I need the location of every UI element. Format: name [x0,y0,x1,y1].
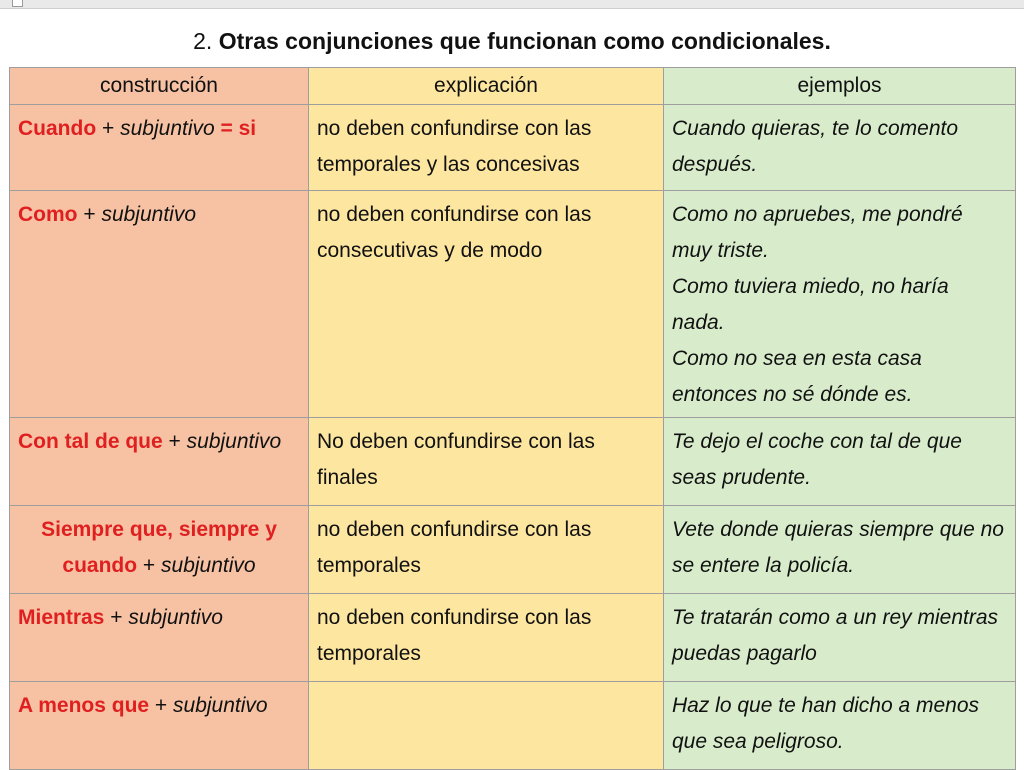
ejemplos-cell [664,105,1016,191]
table-row [10,105,1016,191]
header-explicacion: explicación [309,68,664,105]
example: Te tratarán como a un rey mientras puedas pagarlo [672,606,999,665]
construccion-cell [10,506,309,594]
ejemplos-cell [664,594,1016,682]
conjunction: Siempre que, siempre y cuando [41,518,277,577]
conjunction: Cuando [18,117,97,140]
construccion-cell [10,418,309,506]
mood: subjuntivo [128,606,223,629]
mood: subjuntivo [173,694,268,717]
plus-sign: + [168,430,181,453]
example: Como tuviera miedo, no haría nada. [672,275,949,334]
plus-sign: + [142,554,156,577]
equals-sign: = [220,117,233,140]
table-row [10,682,1016,770]
example: Como no sea en esta casa entonces no sé dónde es. [672,347,922,406]
conjunction: Con tal de que [18,430,163,453]
mood: subjuntivo [161,554,256,577]
construccion-cell [10,105,309,191]
example: Como no apruebes, me pondré muy triste. [672,203,963,262]
explicacion-cell: no deben confundirse con las temporales [309,506,664,594]
header-ejemplos: ejemplos [664,68,1016,105]
ejemplos-cell [664,506,1016,594]
ejemplos-cell [664,191,1016,418]
page-title [0,28,1024,55]
plus-sign: + [110,606,123,629]
construccion-cell [10,594,309,682]
mood: subjuntivo [186,430,282,453]
plus-sign: + [102,117,115,140]
construccion-cell [10,682,309,770]
checkbox-icon [12,0,23,7]
title-text: Otras conjunciones que funcionan como condicionales. [218,28,831,54]
ejemplos-cell [664,682,1016,770]
table-row [10,418,1016,506]
explicacion-cell: No deben confundirse con las finales [309,418,664,506]
header-construccion: construcción [10,68,309,105]
explicacion-cell: no deben confundirse con las temporales y las concesivas [309,105,664,191]
mood: subjuntivo [101,203,197,226]
title-number: 2. [193,28,213,54]
example: Cuando quieras, te lo comento después. [672,117,959,176]
table-row [10,594,1016,682]
ejemplos-cell [664,418,1016,506]
table-row [10,506,1016,594]
explicacion-cell: no deben confundirse con las temporales [309,594,664,682]
explicacion-cell: no deben confundirse con las consecutivas y de modo [309,191,664,418]
header-row [10,68,1016,105]
table-row [10,191,1016,418]
plus-sign: + [83,203,96,226]
example: Te dejo el coche con tal de que seas prudente. [672,430,962,489]
construccion-cell [10,191,309,418]
conjunctions-table [9,67,1016,770]
window-top-bar [0,0,1024,9]
conjunction: A menos que [18,694,150,717]
conjunction: Como [18,203,78,226]
mood: subjuntivo [120,117,215,140]
explicacion-cell [309,682,664,770]
conjunction: Mientras [18,606,105,629]
plus-sign: + [154,694,168,717]
example: Vete donde quieras siempre que no se entere la policía. [672,518,1004,577]
equivalent: si [238,117,257,140]
example: Haz lo que te han dicho a menos que sea peligroso. [672,694,980,753]
